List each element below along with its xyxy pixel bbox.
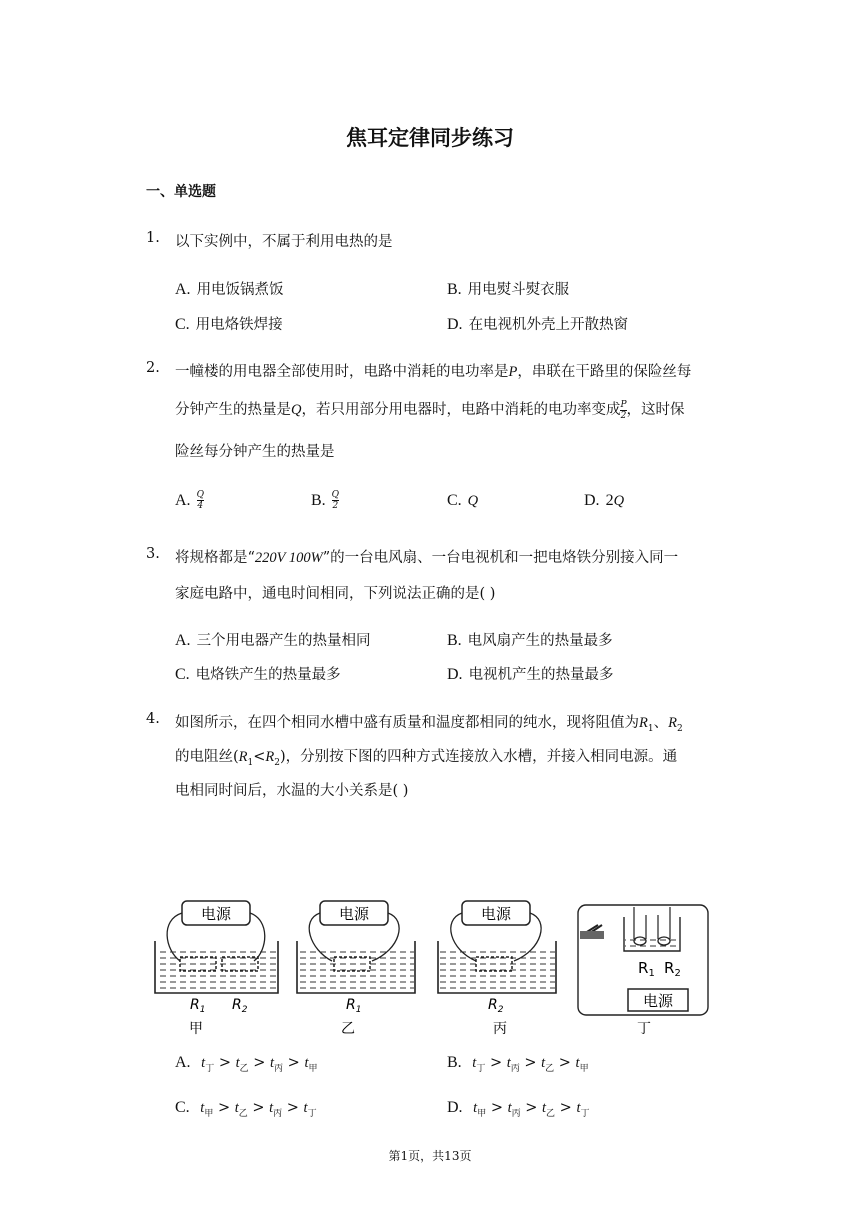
svg-text:R1: $R_1$ <box>190 997 206 1015</box>
svg-text:R2: $R_2$ <box>232 997 248 1015</box>
question-2-line-3: 险丝每分钟产生的热量是 <box>175 444 335 460</box>
question-4-line-3: 电相同时间后，水温的大小关系是( ) <box>175 783 409 799</box>
circuit-figure <box>150 895 715 1040</box>
svg-text:电源: 电源 <box>480 905 512 923</box>
svg-text:电源: 电源 <box>338 905 370 923</box>
q4-option-b: B. $t_丁 > t_丙 > t_乙 > t_甲$ <box>447 1054 589 1074</box>
question-2-line-1: 一幢楼的用电器全部使用时，电路中消耗的电功率是P，串联在干路里的保险丝每 <box>175 364 692 380</box>
svg-text:丁: 丁 <box>637 1021 651 1037</box>
svg-text:R2: $R_2$ <box>664 959 681 979</box>
q1-option-a: A. 用电饭锅煮饭 <box>175 281 284 298</box>
question-3-line-2: 家庭电路中，通电时间相同，下列说法正确的是( ) <box>175 586 496 602</box>
q4-option-c: C. $t_甲 > t_乙 > t_丙 > t_丁$ <box>175 1099 317 1119</box>
question-2-line-2: 分钟产生的热量是Q，若只用部分用电器时，电路中消耗的电功率变成$\frac{P}{2}$ ，这时保 <box>175 399 685 421</box>
q4-option-a: A. $t_丁 > t_乙 > t_丙 > t_甲$ <box>175 1054 318 1074</box>
question-2-number: 2. <box>146 360 160 376</box>
svg-text:R1: $R_1$ <box>346 997 362 1015</box>
svg-text:电源: 电源 <box>200 905 232 923</box>
question-3-line-1: 将规格都是“220V 100W”的一台电风扇、一台电视机和一把电烙铁分别接入同一 <box>175 550 679 566</box>
question-1-number: 1. <box>146 230 160 246</box>
question-3-number: 3. <box>146 546 160 562</box>
q2-option-b: B. $\frac{Q}{2}$ <box>311 490 340 511</box>
q3-option-a: A. 三个用电器产生的热量相同 <box>175 632 371 649</box>
question-4-line-1: 如图所示，在四个相同水槽中盛有质量和温度都相同的纯水，现将阻值为$R_1$、$R_2$ <box>175 715 683 734</box>
tank-bing <box>438 901 556 1037</box>
tank-yi <box>297 901 415 1037</box>
q4-option-d: D. $t_甲 > t_丙 > t_乙 > t_丁$ <box>447 1099 590 1119</box>
page-footer: 第1页，共13页 <box>388 1149 472 1163</box>
svg-text:电源: 电源 <box>642 992 674 1010</box>
section-heading: 一、单选题 <box>146 184 216 200</box>
q2-option-c: C. Q <box>447 492 479 509</box>
fraction-p-over-2: $\frac{P}{2}$ <box>620 399 627 421</box>
q1-option-d: D. 在电视机外壳上开散热窗 <box>447 316 629 333</box>
q2-option-a: A. $\frac{Q}{4}$ <box>175 490 204 511</box>
q1-option-b: B. 用电熨斗熨衣服 <box>447 281 570 298</box>
tank-ding <box>578 905 708 1037</box>
svg-text:R1: $R_1$ <box>638 959 655 979</box>
question-4-line-2: 的电阻丝$(R_1<R_2)$，分别按下图的四种方式连接放入水槽，并接入相同电源。通 <box>175 749 678 768</box>
question-4-number: 4. <box>146 711 160 727</box>
q3-option-d: D. 电视机产生的热量最多 <box>447 666 614 683</box>
page-title: 焦耳定律同步练习 <box>346 125 514 150</box>
q3-option-b: B. 电风扇产生的热量最多 <box>447 632 613 649</box>
svg-text:乙: 乙 <box>341 1021 355 1037</box>
question-1-text: 以下实例中，不属于利用电热的是 <box>175 234 393 250</box>
q2-option-d: D. 2Q <box>584 492 625 509</box>
svg-text:丙: 丙 <box>493 1021 507 1037</box>
svg-text:R2: $R_2$ <box>488 997 504 1015</box>
tank-jia <box>155 901 278 1037</box>
q3-option-c: C. 电烙铁产生的热量最多 <box>175 666 341 683</box>
q1-option-c: C. 用电烙铁焊接 <box>175 316 283 333</box>
svg-text:甲: 甲 <box>189 1021 203 1037</box>
